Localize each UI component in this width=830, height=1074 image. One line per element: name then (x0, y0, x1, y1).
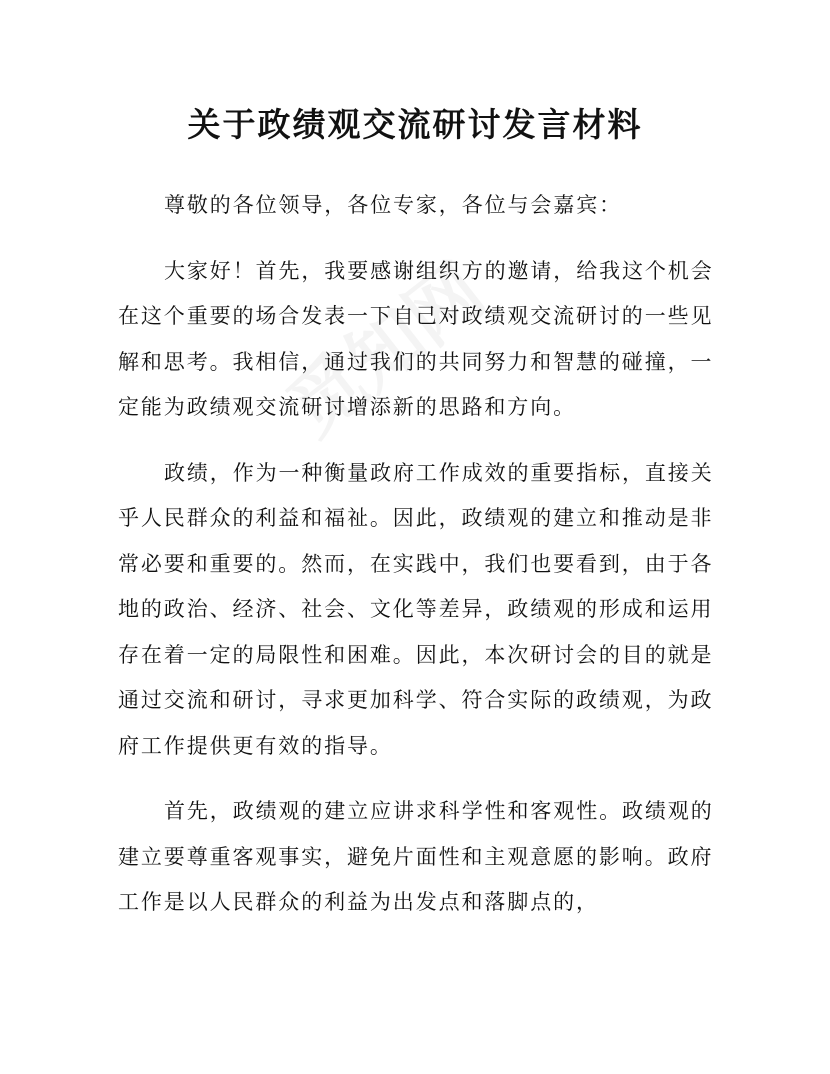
body-paragraph-2: 政绩，作为一种衡量政府工作成效的重要指标，直接关乎人民群众的利益和福祉。因此，政绩观的建立和推动是非常必要和重要的。然而，在实践中，我们也要看到，由于各地的政治、经济、社会、文化等差异，政绩观的形成和运用存在着一定的局限性和困难。因此，本次研讨会的目的就是通过交流和研讨，寻求更加科学、符合实际的政绩观，为政府工作提供更有效的指导。 (118, 460, 714, 758)
document-body (118, 183, 714, 946)
salutation-paragraph: 尊敬的各位领导，各位专家，各位与会嘉宾： (164, 193, 622, 217)
body-paragraph-3: 首先，政绩观的建立应讲求科学性和客观性。政绩观的建立要尊重客观事实，避免片面性和主观意愿的影响。政府工作是以人民群众的利益为出发点和落脚点的， (118, 799, 714, 914)
body-paragraph-1: 大家好！首先，我要感谢组织方的邀请，给我这个机会在这个重要的场合发表一下自己对政绩观交流研讨的一些见解和思考。我相信，通过我们的共同努力和智慧的碰撞，一定能为政绩观交流研讨增添新的思路和方向。 (118, 258, 714, 419)
document-title: 关于政绩观交流研讨发言材料 (187, 105, 643, 144)
